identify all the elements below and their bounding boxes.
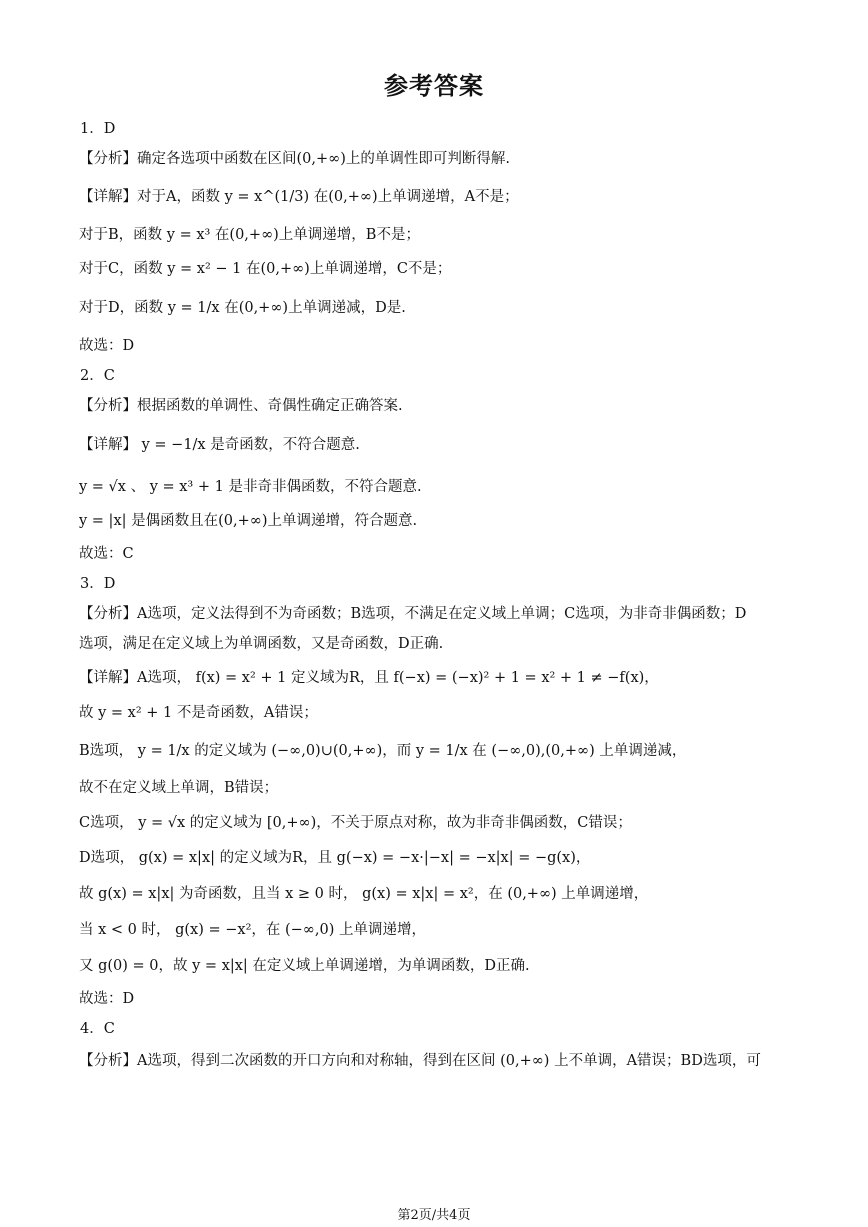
detail-line: 又 g(0) = 0，故 y = x|x| 在定义域上单调递增，为单调函数，D正确. (79, 958, 530, 974)
detail-line: C选项， y = √x 的定义域为 [0,+∞)，不关于原点对称，故为非奇非偶函数，C错误； (79, 815, 632, 831)
analysis-line: 【分析】根据函数的单调性、奇偶性确定正确答案. (79, 398, 403, 414)
detail-line: D选项， g(x) = x|x| 的定义域为R，且 g(−x) = −x·|−x| = −x|x| = −g(x)， (79, 850, 591, 866)
detail-line: 当 x < 0 时， g(x) = −x²，在 (−∞,0) 上单调递增， (79, 922, 426, 938)
page-title: 参考答案 (384, 72, 484, 100)
analysis-line: 【分析】A选项，得到二次函数的开口方向和对称轴，得到在区间 (0,+∞) 上不单调，A错误；BD选项，可 (79, 1053, 761, 1069)
detail-line: 对于D，函数 y = 1/x 在(0,+∞)上单调递减，D是. (79, 300, 406, 316)
answer-line: 故选：D (79, 991, 135, 1007)
detail-line: B选项， y = 1/x 的定义域为 (−∞,0)∪(0,+∞)，而 y = 1/x 在 (−∞,0),(0,+∞) 上单调递减， (79, 743, 687, 759)
question-number: 1．D (80, 121, 116, 137)
detail-line: 对于C，函数 y = x² − 1 在(0,+∞)上单调递增，C不是； (79, 261, 452, 277)
detail-line: 【详解】A选项， f(x) = x² + 1 定义域为R，且 f(−x) = (−x)² + 1 = x² + 1 ≠ −f(x)， (79, 670, 659, 686)
page-footer: 第2页/共4页 (397, 1208, 471, 1223)
analysis-line: 【分析】A选项，定义法得到不为奇函数；B选项，不满足在定义域上单调；C选项，为非奇非偶函数；D (79, 606, 747, 622)
detail-line: 故 y = x² + 1 不是奇函数，A错误； (79, 705, 318, 721)
question-number: 4．C (80, 1021, 115, 1037)
question-number: 3．D (80, 576, 116, 592)
detail-line: 对于B，函数 y = x³ 在(0,+∞)上单调递增，B不是； (79, 227, 420, 243)
answer-line: 故选：C (79, 546, 134, 562)
detail-line: 【详解】 y = −1/x 是奇函数，不符合题意. (79, 437, 360, 453)
question-number: 2．C (80, 368, 115, 384)
detail-line: y = |x| 是偶函数且在(0,+∞)上单调递增，符合题意. (79, 513, 418, 529)
analysis-line: 【分析】确定各选项中函数在区间(0,+∞)上的单调性即可判断得解. (79, 151, 510, 167)
detail-line: y = √x 、 y = x³ + 1 是非奇非偶函数，不符合题意. (79, 479, 422, 495)
detail-line: 故不在定义域上单调，B错误； (79, 780, 279, 796)
detail-line: 【详解】对于A，函数 y = x^(1/3) 在(0,+∞)上单调递增，A不是； (79, 189, 519, 205)
analysis-line: 选项，满足在定义域上为单调函数，又是奇函数，D正确. (79, 636, 444, 652)
answer-line: 故选：D (79, 338, 135, 354)
detail-line: 故 g(x) = x|x| 为奇函数，且当 x ≥ 0 时， g(x) = x|x| = x²，在 (0,+∞) 上单调递增， (79, 886, 649, 902)
